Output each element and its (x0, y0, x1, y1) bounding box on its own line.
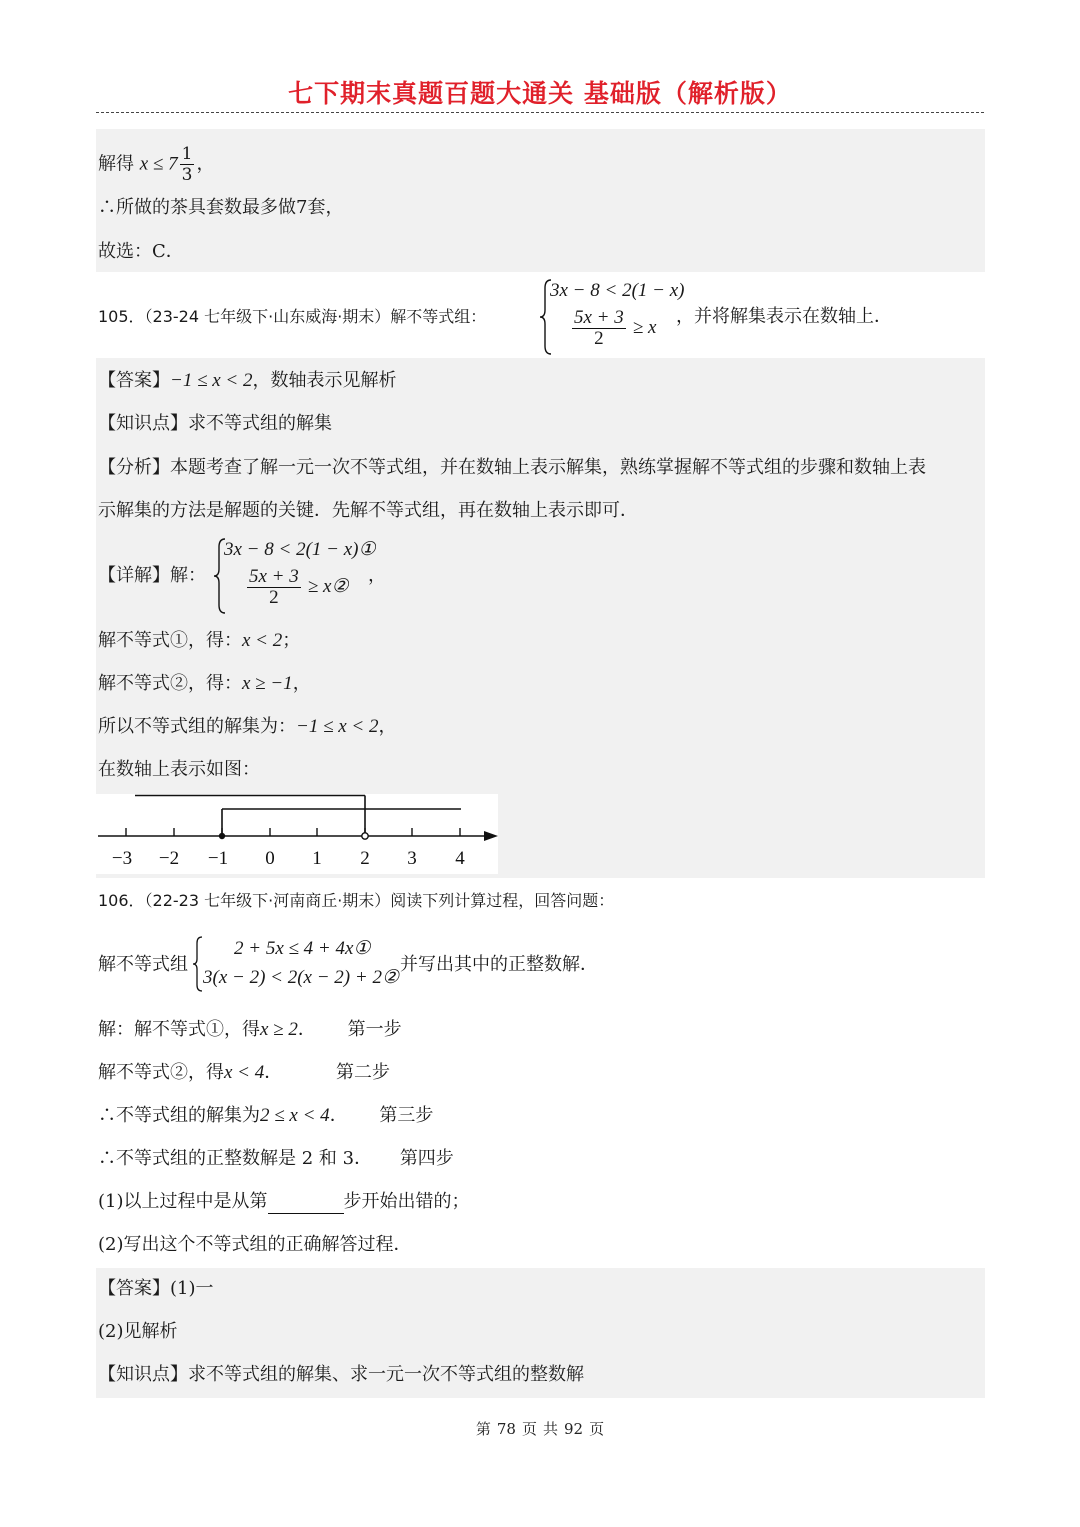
tick-label: −2 (158, 848, 180, 869)
current-page-number: 78 (496, 1420, 516, 1438)
q105-knowledge-point: 【知识点】求不等式组的解集 (98, 413, 332, 434)
q105-question-text: 105．（23-24 七年级下·山东威海·期末）解不等式组： (98, 307, 487, 326)
q106-system-tail: 并写出其中的正整数解． (400, 954, 598, 975)
q106-system-line2: 3(x − 2) < 2(x − 2) + 2② (203, 967, 399, 988)
fraction-one-third: $\frac{1}{3}$ (181, 144, 193, 185)
q105-step2: 解不等式②，得：x ≥ −1， (98, 673, 311, 694)
q105-analysis-line1: 【分析】本题考查了解一元一次不等式组，并在数轴上表示解集，熟练掌握解不等式组的步骤和数轴上表 (98, 457, 926, 478)
closed-dot-minus-one (219, 833, 225, 839)
tick-marks (126, 828, 460, 836)
q105-detail-label: 【详解】解： (98, 565, 206, 586)
total-page-number: 92 (564, 1420, 584, 1438)
q105-analysis-line2: 示解集的方法是解题的关键．先解不等式组，再在数轴上表示即可． (98, 500, 638, 521)
q105-step1: 解不等式①，得：x < 2； (98, 630, 301, 651)
page-footer: 第 78 页 共 92 页 (475, 1420, 605, 1438)
open-dot-two (362, 833, 368, 839)
tick-label: −1 (207, 848, 229, 869)
q106-part1: (1)以上过程中是从第 步开始出错的； (98, 1191, 470, 1212)
q106-system-line1: 2 + 5x ≤ 4 + 4x① (234, 938, 371, 959)
header-divider (96, 112, 984, 113)
q105-detail-line1: 3x − 8 < 2(1 − x)① (224, 539, 376, 560)
tick-label: 4 (455, 848, 465, 869)
q105-answer: 【答案】−1 ≤ x < 2，数轴表示见解析 (98, 370, 397, 391)
q105-step4: 在数轴上表示如图： (98, 759, 260, 780)
prev-conclusion: ∴所做的茶具套数最多做7套， (98, 197, 344, 218)
tick-label: −3 (111, 848, 133, 869)
q105-step3: 所以不等式组的解集为：−1 ≤ x < 2， (98, 716, 397, 737)
q106-part2: (2)写出这个不等式组的正确解答过程． (98, 1234, 412, 1255)
q105-detail-comma: ， (368, 565, 386, 586)
q106-step2: 解不等式②，得x < 4． 第二步 (98, 1062, 390, 1083)
prev-choice: 故选：C． (98, 241, 184, 262)
answer-blank[interactable] (268, 1195, 344, 1214)
q106-step3: ∴不等式组的解集为2 ≤ x < 4． 第三步 (98, 1105, 434, 1126)
q105-system-line2: $\frac{5x + 3}{2}$ ≥ x (574, 307, 657, 349)
q106-knowledge-point: 【知识点】求不等式组的解集、求一元一次不等式组的整数解 (98, 1364, 584, 1385)
tick-label: 0 (265, 848, 275, 869)
tick-label: 2 (360, 848, 370, 869)
q106-step4: ∴不等式组的正整数解是 2 和 3． 第四步 (98, 1148, 454, 1169)
number-line-svg (96, 794, 498, 874)
tick-label: 3 (407, 848, 417, 869)
q106-answer2: (2)见解析 (98, 1321, 178, 1342)
q106-answer1: 【答案】(1)一 (98, 1278, 214, 1299)
q106-system-prefix: 解不等式组 (98, 954, 188, 975)
prev-solve-line: 解得 x ≤ 7 $\frac{1}{3}$ ， (98, 144, 215, 185)
q105-detail-line2: $\frac{5x + 3}{2}$ ≥ x② (249, 566, 349, 608)
tick-label: 1 (312, 848, 322, 869)
q106-question-text: 106．（22-23 七年级下·河南商丘·期末）阅读下列计算过程，回答问题： (98, 891, 615, 910)
number-line-figure (96, 794, 498, 874)
q106-step1: 解：解不等式①，得x ≥ 2． 第一步 (98, 1019, 402, 1040)
page-header-title: 七下期末真题百题大通关 基础版（解析版） (288, 79, 792, 108)
q105-system-line1: 3x − 8 < 2(1 − x) (550, 280, 685, 301)
q105-question-tail: ，并将解集表示在数轴上． (676, 306, 892, 327)
